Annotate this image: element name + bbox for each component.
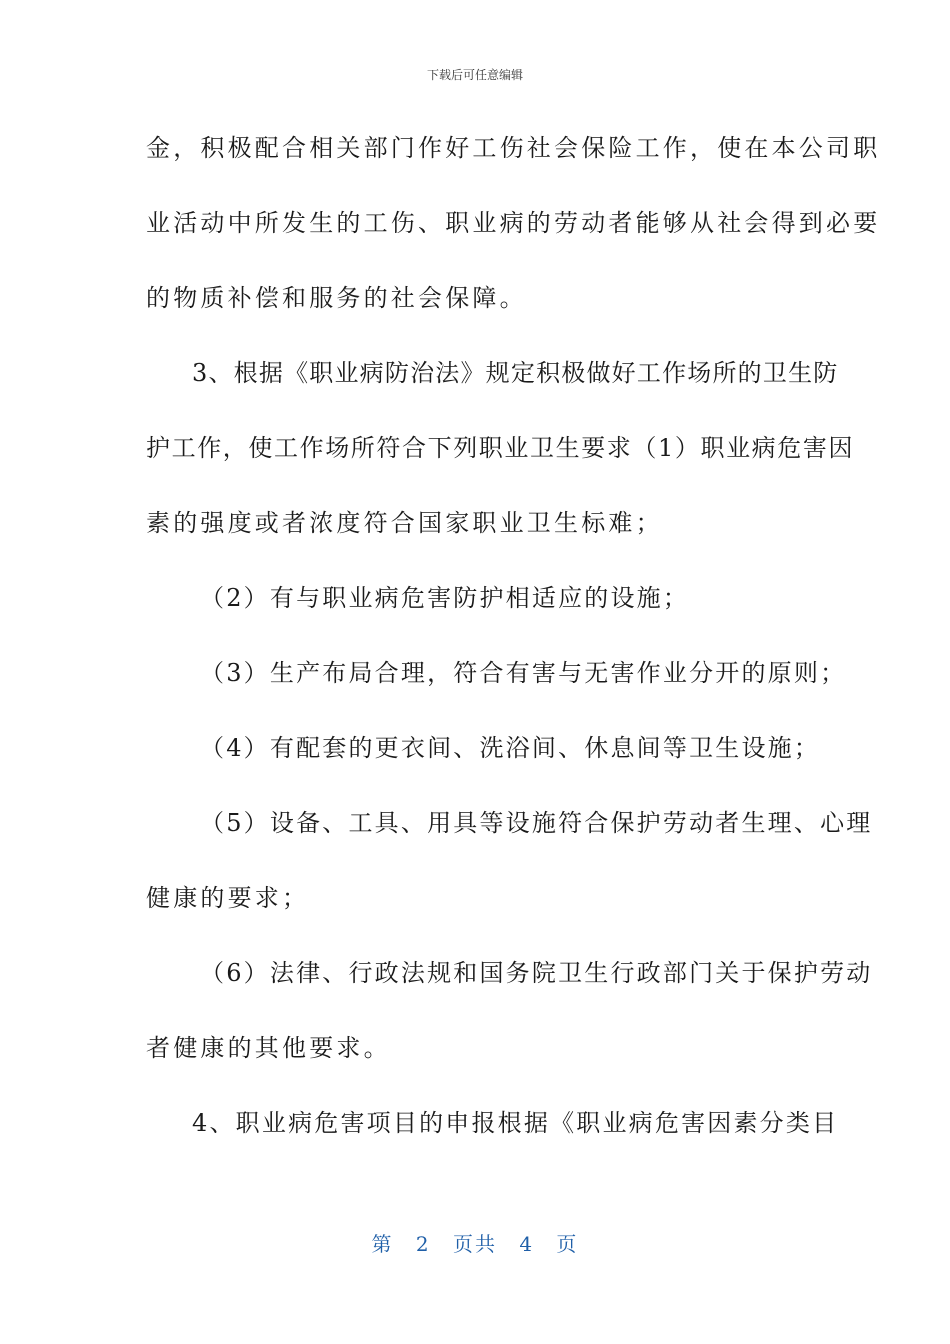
text-line: （5）设备、工具、用具等设施符合保护劳动者生理、心理 [200, 809, 873, 837]
text-line: 素的强度或者浓度符合国家职业卫生标难； [146, 509, 663, 537]
text-line: （6）法律、行政法规和国务院卫生行政部门关于保护劳动 [200, 959, 873, 987]
text-line: （2）有与职业病危害防护相适应的设施； [200, 584, 690, 612]
text-line: 护工作，使工作场所符合下列职业卫生要求（1）职业病危害因 [146, 434, 855, 462]
text-line: （4）有配套的更衣间、洗浴间、休息间等卫生设施； [200, 734, 821, 762]
text-line: 健康的要求； [146, 884, 310, 912]
header-note: 下载后可任意编辑 [426, 68, 523, 82]
text-line: 者健康的其他要求。 [146, 1034, 391, 1062]
text-line: 3、根据《职业病防治法》规定积极做好工作场所的卫生防 [192, 359, 839, 387]
text-line: 金，积极配合相关部门作好工伤社会保险工作，使在本公司职 [146, 134, 881, 162]
text-line: 业活动中所发生的工伤、职业病的劳动者能够从社会得到必要 [146, 209, 881, 237]
text-line: （3）生产布局合理，符合有害与无害作业分开的原则； [200, 659, 847, 687]
text-line: 4、职业病危害项目的申报根据《职业病危害因素分类目 [192, 1109, 839, 1137]
page-number-footer: 第 2 页共 4 页 [371, 1232, 579, 1256]
text-line: 的物质补偿和服务的社会保障。 [146, 284, 527, 312]
